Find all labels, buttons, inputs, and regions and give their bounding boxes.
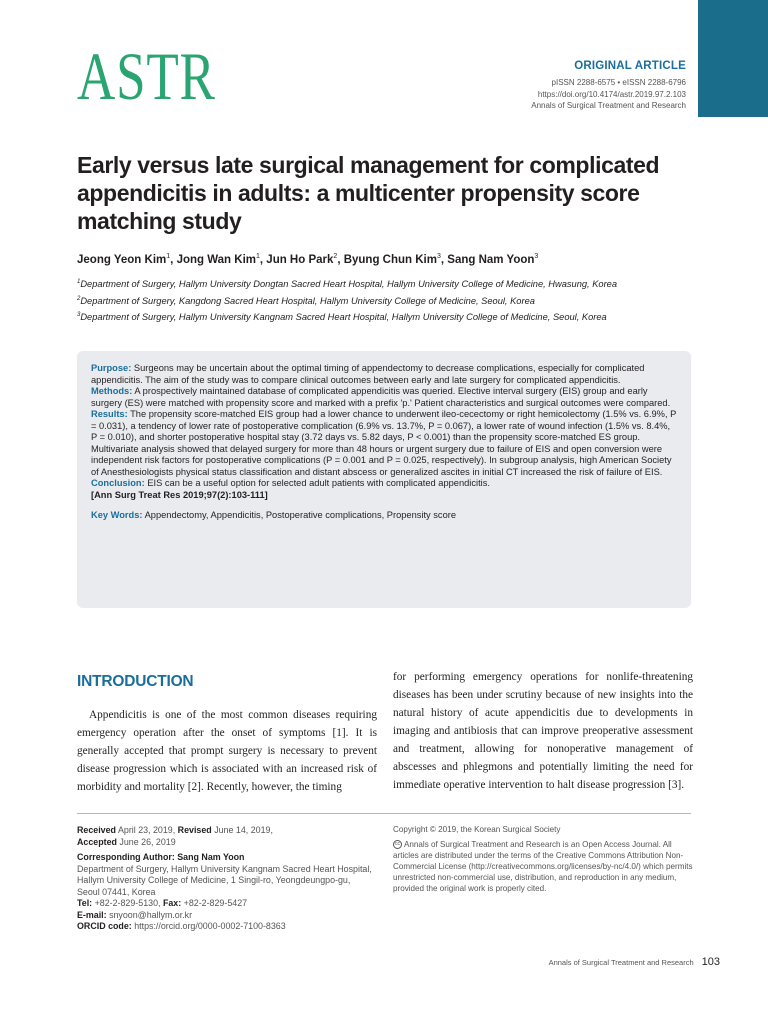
- article-info: [531, 59, 686, 112]
- abstract-purpose: [91, 363, 677, 386]
- affiliation-list: [77, 275, 697, 325]
- author-name: Jun Ho Park: [266, 253, 334, 266]
- affiliation-sup: 2: [77, 295, 81, 302]
- journal-logo: ASTR: [77, 38, 216, 114]
- license-text-block: [393, 839, 693, 894]
- received-row: [77, 825, 387, 837]
- abstract-conclusion: [91, 478, 677, 490]
- introduction-right-column: for performing emergency operations for nonlife-threatening diseases has been under scrutiny because of new insights into the natural history of acute appendicitis due to developments in imaging and antibiosis that can improve preoperative assessment and treatment, allowing for nonoperative management of abscesses and phlegmons and potentially limiting the need for immediate operative intervention to halt disease progression [3].: [393, 671, 693, 791]
- received-date: April 23, 2019,: [117, 825, 176, 835]
- tel-label: Tel:: [77, 898, 93, 908]
- journal-name: Annals of Surgical Treatment and Research: [531, 101, 686, 110]
- orcid-link[interactable]: https://orcid.org/0000-0002-7100-8363: [134, 921, 286, 931]
- footer-divider: [77, 813, 691, 814]
- affiliation: [77, 275, 697, 292]
- copyright-notice: Copyright © 2019, the Korean Surgical Society: [393, 825, 561, 834]
- abstract-keywords: [91, 510, 677, 522]
- author-affil-sup: 3: [436, 253, 441, 260]
- accepted-date: June 26, 2019: [119, 836, 176, 847]
- article-history: [77, 825, 387, 933]
- orcid-label: ORCID code:: [77, 921, 132, 931]
- corresponding-author: [77, 852, 387, 864]
- creative-commons-icon: cc: [395, 841, 400, 848]
- corresponding-label: Corresponding Author: Sang Nam Yoon: [77, 852, 245, 862]
- doi-link[interactable]: https://doi.org/10.4174/astr.2019.97.2.103: [537, 89, 686, 99]
- purpose-text: Surgeons may be uncertain about the optimal timing of appendectomy to decrease complications, especially for complicated appendicitis. The aim of the study was to compare clinical outcomes between early and late surgery for complicated appendicitis.: [91, 363, 645, 385]
- fax-value: +82-2-829-5427: [183, 898, 248, 908]
- affiliation-text: Department of Surgery, Hallym University Dongtan Sacred Heart Hospital, Hallym University College of Medicine, Hwasung, Korea: [80, 279, 618, 290]
- author-affil-sup: 3: [534, 253, 539, 260]
- fax-label: Fax:: [162, 898, 182, 908]
- results-label: Results:: [91, 409, 128, 419]
- introduction-heading: INTRODUCTION: [77, 673, 194, 690]
- keywords-label: Key Words:: [91, 510, 143, 520]
- affiliation: [77, 292, 697, 309]
- methods-label: Methods:: [91, 386, 133, 396]
- results-text: The propensity score-matched EIS group had a lower chance to underwent ileo-cecectomy or right hemicolectomy (1.5% vs. 6.9%, P = 0.031), a tendency of lower rate of postoperative complication (6.9% vs. 13.7%, P = 0.067), a lower rate of wound infection (1.5% vs. 8.4%, P = 0.010), and shorter postoperative hospital stay (3.72 days vs. 5.82 days, P < 0.001) than the propensity score-matched ES group. Multivariate analysis showed that delayed surgery for more than 48 hours or urgent surgery due to failure of EIS and open conversion were independent risk factors for postoperative complications (P = 0.001 and P = 0.025, respectively). In subgroup analysis, high American Society of Anesthesiologists physical status classification and distant abscess or generalized ascites in initial CT increased the risk of failure of EIS.: [91, 409, 677, 477]
- corner-color-tab: [698, 0, 768, 117]
- affiliation-text: Department of Surgery, Hallym University Kangnam Sacred Heart Hospital, Hallym University College of Medicine, Seoul, Korea: [80, 312, 607, 323]
- introduction-left-column: Appendicitis is one of the most common diseases requiring emergency operation after the onset of symptoms [1]. It is generally accepted that prompt surgery is necessary to prevent disease progression which is associated with an increased risk of morbidity and mortality [2]. Recently, however, the timing: [77, 709, 377, 793]
- license-block: [393, 824, 693, 894]
- page-number: 103: [701, 956, 720, 968]
- affiliation-text: Department of Surgery, Kangdong Sacred Heart Hospital, Hallym University College of Medicine, Seoul, Korea: [80, 295, 535, 306]
- purpose-label: Purpose:: [91, 363, 132, 373]
- revised-label: Revised: [177, 825, 212, 835]
- address-line: Hallym University College of Medicine, 1 Singil-ro, Yeongdeungpo-gu,: [77, 875, 351, 885]
- tel-value: +82-2-829-5130,: [94, 898, 161, 908]
- email-row: [77, 910, 387, 922]
- author-affil-sup: 1: [166, 253, 171, 260]
- received-label: Received: [77, 825, 116, 835]
- footer-journal-name: Annals of Surgical Treatment and Research: [548, 958, 694, 967]
- article-type: ORIGINAL ARTICLE: [574, 60, 686, 72]
- accepted-label: Accepted: [77, 836, 117, 847]
- license-text: Annals of Surgical Treatment and Research is an Open Access Journal. All articles are distributed under the terms of the Creative Commons Attribution Non-Commercial License (http://creativecommons.org/licenses/by-nc/4.0/) which permits unrestricted non-commercial use, distribution, and reproduction in any medium, provided the original work is properly cited.: [393, 840, 693, 893]
- affiliation: [77, 308, 697, 325]
- article-title: Early versus late surgical management for complicated appendicitis in adults: a multicenter propensity score matching study: [77, 152, 660, 234]
- author-name: Jong Wan Kim: [176, 253, 256, 266]
- methods-text: A prospectively maintained database of complicated appendicitis was queried. Elective interval surgery (EIS) group and early surgery (ES) were matched with propensity score and marked with a prefix 'p.' Patient characteristics and surgical outcomes were compared.: [91, 386, 671, 408]
- conclusion-text: EIS can be a useful option for selected adult patients with complicated appendicitis.: [147, 478, 490, 488]
- abstract-box: [77, 351, 691, 608]
- email-label: E-mail:: [77, 909, 107, 920]
- author-name: Jeong Yeon Kim: [77, 253, 167, 266]
- author-affil-sup: 2: [333, 253, 338, 260]
- accepted-row: [77, 837, 387, 849]
- page-footer: [549, 956, 720, 968]
- abstract-methods: [91, 386, 677, 409]
- issn: pISSN 2288-6575 • eISSN 2288-6796: [551, 78, 686, 87]
- address-line: Seoul 07441, Korea: [77, 886, 156, 897]
- author-list: Jeong Yeon Kim$^1$, Jong Wan Kim$^1$, Jun Ho Park$^2$, Byung Chun Kim$^3$, Sang Nam Yoon$^3$: [77, 253, 539, 266]
- conclusion-label: Conclusion:: [91, 478, 145, 488]
- affiliation-sup: 3: [77, 312, 81, 319]
- author-affil-sup: 1: [256, 253, 260, 260]
- abstract-results: [91, 409, 677, 478]
- email-link[interactable]: snyoon@hallym.or.kr: [109, 909, 193, 920]
- orcid-row: [77, 921, 387, 933]
- abstract-citation: [Ann Surg Treat Res 2019;97(2):103-111]: [91, 489, 268, 500]
- contact-row: [77, 898, 387, 910]
- keywords-text: Appendectomy, Appendicitis, Postoperative complications, Propensity score: [144, 510, 457, 520]
- address-line: Department of Surgery, Hallym University Kangnam Sacred Heart Hospital,: [77, 863, 372, 874]
- author-name: Byung Chun Kim: [343, 253, 437, 266]
- author-name: Sang Nam Yoon: [447, 253, 535, 266]
- affiliation-sup: 1: [77, 279, 81, 285]
- revised-date: June 14, 2019,: [214, 825, 273, 835]
